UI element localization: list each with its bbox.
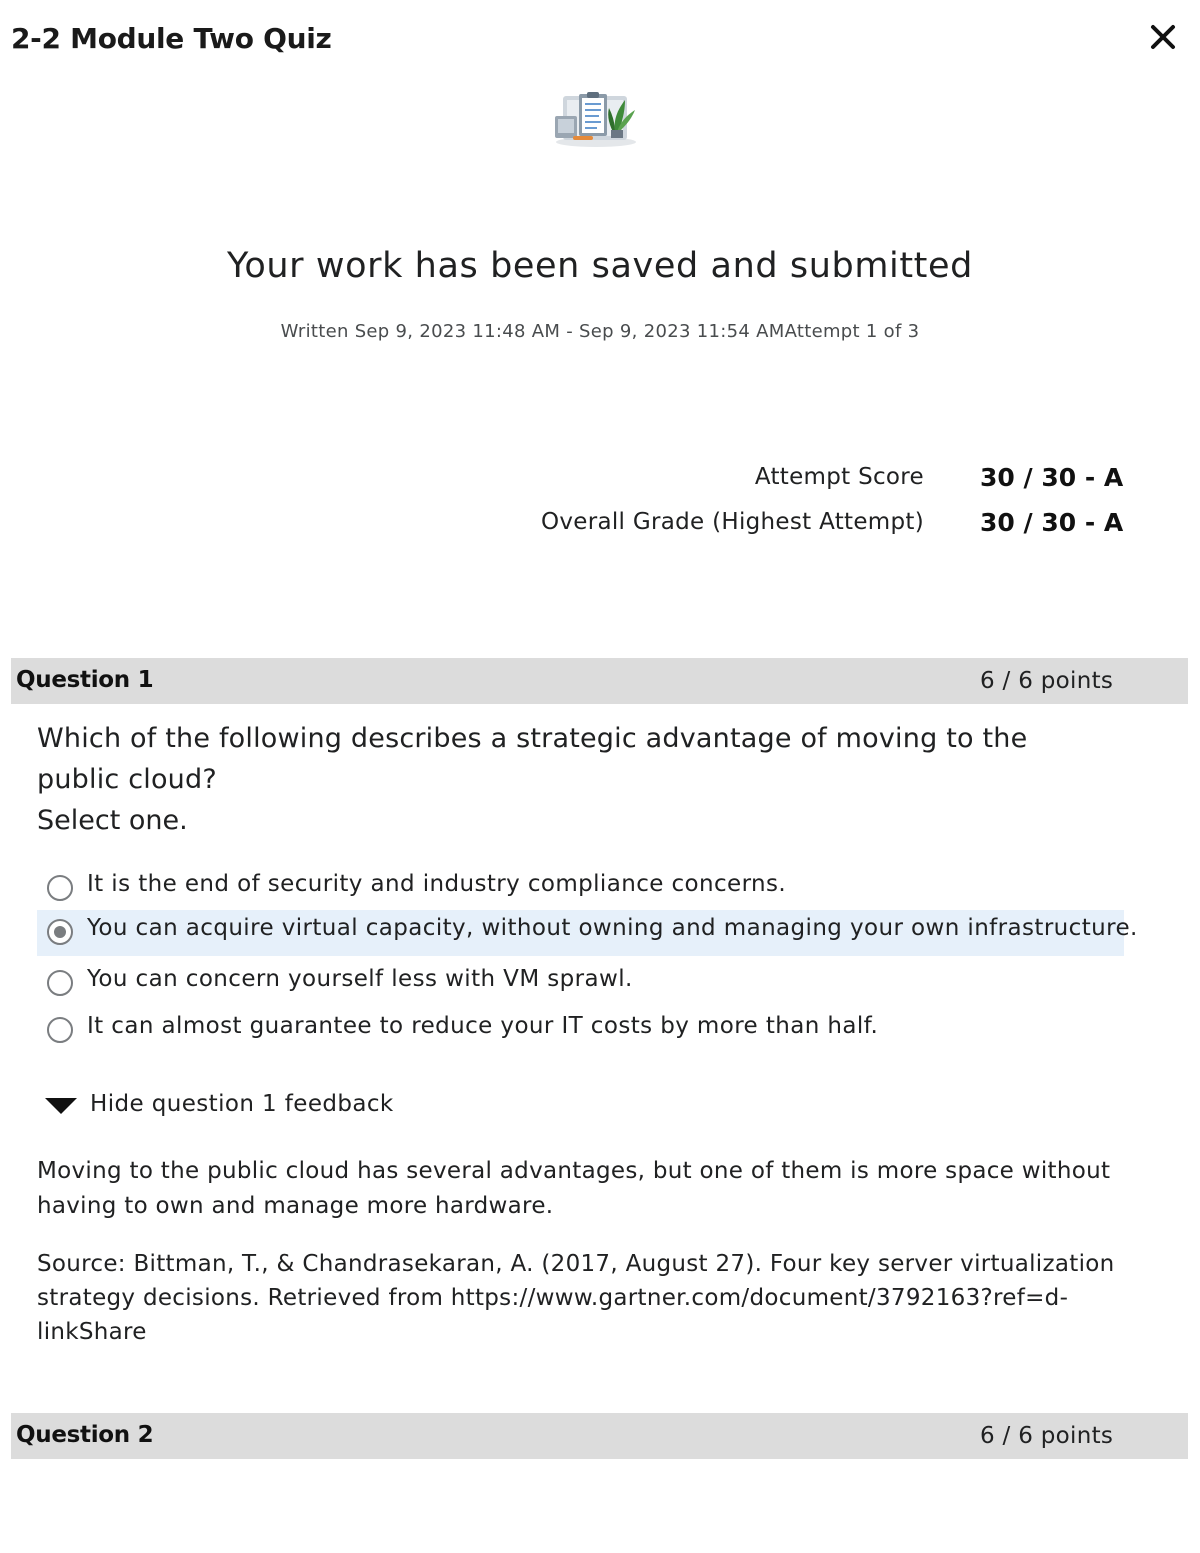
answer-option-label: You can acquire virtual capacity, without owning and managing your own infrastructure. (87, 915, 1138, 941)
clipboard-illustration-icon (553, 88, 639, 148)
answer-option-selected[interactable] (37, 910, 1138, 956)
question-title: Question 2 (16, 1422, 154, 1448)
question-header (11, 1413, 1188, 1459)
answer-option-label: You can concern yourself less with VM sprawl. (87, 966, 633, 992)
score-value: 30 / 30 - A (980, 463, 1124, 492)
submission-heading: Your work has been saved and submitted (227, 246, 973, 286)
score-label: Overall Grade (Highest Attempt) (540, 509, 924, 535)
radio-dot-icon (54, 926, 66, 938)
overall-grade-row (0, 509, 1200, 545)
question-title: Question 1 (16, 667, 154, 693)
question-text: Which of the following describes a strategic advantage of moving to the public cloud? (37, 723, 1028, 795)
feedback-text: Moving to the public cloud has several advantages, but one of them is more space without having to own and manage more hardware. (37, 1158, 1111, 1219)
submission-meta: Written Sep 9, 2023 11:48 AM - Sep 9, 2023 11:54 AMAttempt 1 of 3 (280, 321, 920, 342)
question-points: 6 / 6 points (980, 1423, 1114, 1449)
attempt-score-row (0, 464, 1200, 500)
triangle-down-icon (45, 1098, 77, 1114)
question-instruction: Select one. (37, 805, 188, 836)
answer-option-label: It is the end of security and industry compliance concerns. (87, 871, 787, 897)
score-value: 30 / 30 - A (980, 508, 1124, 537)
page-title: 2-2 Module Two Quiz (11, 22, 332, 55)
question-header (11, 658, 1188, 704)
close-button[interactable] (1145, 19, 1181, 55)
answer-option-label: It can almost guarantee to reduce your IT costs by more than half. (87, 1013, 879, 1039)
radio-button-checked[interactable] (47, 919, 73, 945)
radio-button[interactable] (47, 970, 73, 996)
feedback-toggle-label: Hide question 1 feedback (90, 1091, 394, 1117)
close-icon[interactable] (1145, 19, 1181, 55)
radio-button[interactable] (47, 875, 73, 901)
question-points: 6 / 6 points (980, 668, 1114, 694)
score-label: Attempt Score (754, 464, 924, 490)
radio-button[interactable] (47, 1017, 73, 1043)
feedback-source: Source: Bittman, T., & Chandrasekaran, A. (2017, August 27). Four key server virtualization strategy decisions. Retrieved from https://www.gartner.com/document/3792163?ref=d-linkShare (37, 1251, 1115, 1345)
